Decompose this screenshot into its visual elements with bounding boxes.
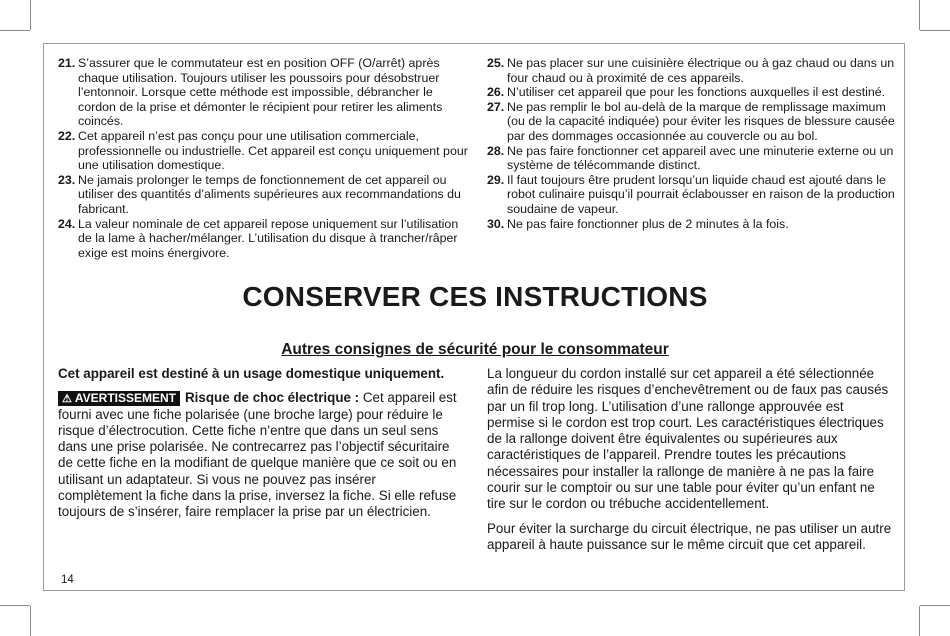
section-subtitle: Autres consignes de sécurité pour le consommateur xyxy=(281,341,669,358)
domestic-use-section xyxy=(58,366,463,521)
item-number: 27. xyxy=(487,99,505,114)
list-item xyxy=(58,129,468,173)
crop-mark xyxy=(0,605,30,606)
item-number: 28. xyxy=(487,143,505,158)
crop-mark xyxy=(30,606,31,636)
item-text: La valeur nominale de cet appareil repose uniquement sur l’utilisation de la lame à hacher/mélanger. L’utilisation du disque à trancher/râper exige est moins énergivore. xyxy=(78,216,459,260)
item-text: N’utiliser cet appareil que pour les fonctions auxquelles il est destiné. xyxy=(507,85,886,100)
warning-badge xyxy=(58,391,180,406)
item-number: 24. xyxy=(58,216,76,231)
item-number: 30. xyxy=(487,216,505,231)
warning-title: Risque de choc électrique : xyxy=(185,390,360,406)
cord-paragraph: La longueur du cordon installé sur cet appareil a été sélectionnée afin de réduire les risques d’enchevêtrement ou de faux pas causés par un fil trop long. L’utilisation d’une rallonge approuvée est permise si le cordon est trop court. Les caractéristiques électriques de la rallonge doivent être équivalentes ou supérieures aux caractéristiques de l’appareil. Prendre toutes les précautions nécessaires pour installer la rallonge de manière à ne pas la faire courir sur le comptoir ou sur une table pour éviter qu’un enfant ne tire sur le cordon ou trébuche accidentellement. xyxy=(487,366,889,512)
cord-section xyxy=(487,366,894,553)
page-title: CONSERVER CES INSTRUCTIONS xyxy=(242,281,708,312)
crop-mark xyxy=(920,605,950,606)
item-number: 23. xyxy=(58,172,76,187)
warning-text: Cet appareil est fourni avec une fiche polarisée (une broche large) pour réduire le risque d’électrocution. Cette fiche n’entre que dans un seul sens dans une prise polarisée. Ne contrecarrez pas l’objectif sécuritaire de cette fiche en la modifiant de quelque manière que ce soit ou en utilisant un adaptateur. Si vous ne pouvez pas insérer complètement la fiche dans la prise, inversez la fiche. Si elle refuse toujours de s’insérer, faire remplacer la prise par un électricien. xyxy=(58,390,457,520)
warning-triangle-icon: ⚠ xyxy=(62,393,72,406)
item-text: S’assurer que le commutateur est en position OFF (O/arrêt) après chaque utilisation. Toujours utiliser les poussoirs pour désobstruer l’entonnoir. Lorsque cette méthode est impossible, débrancher le cordon de la prise et démonter le récipient pour retirer les aliments coincés. xyxy=(78,56,443,129)
item-text: Ne pas faire fonctionner plus de 2 minutes à la fois. xyxy=(507,216,789,231)
item-text: Il faut toujours être prudent lorsqu’un liquide chaud est ajouté dans le robot culinaire puisqu’il pourrait éclabousser en raison de la production soudaine de vapeur. xyxy=(507,172,895,216)
list-item xyxy=(487,100,897,144)
item-text: Cet appareil n’est pas conçu pour une utilisation commerciale, professionnelle ou industrielle. Cet appareil est conçu uniquement pour une utilisation domestique. xyxy=(78,128,468,173)
list-item xyxy=(487,56,897,85)
warning-paragraph xyxy=(58,390,463,520)
instruction-list-left xyxy=(58,56,468,260)
item-text: Ne pas remplir le bol au-delà de la marque de remplissage maximum (ou de la capacité indiquée) pour éviter les risques de blessure causée par des dommages occasionnée au couvercle ou au bol. xyxy=(507,99,895,143)
instruction-list-right xyxy=(487,56,897,231)
crop-mark xyxy=(919,606,920,636)
list-item xyxy=(58,217,468,261)
item-number: 22. xyxy=(58,128,76,143)
item-number: 21. xyxy=(58,56,76,70)
list-item xyxy=(487,217,897,232)
list-item xyxy=(58,173,468,217)
list-item xyxy=(58,56,468,129)
item-number: 29. xyxy=(487,172,505,187)
list-item xyxy=(487,85,897,100)
crop-mark xyxy=(30,0,31,30)
page-number: 14 xyxy=(61,574,74,586)
crop-mark xyxy=(0,30,30,31)
crop-mark xyxy=(920,30,950,31)
item-text: Ne pas placer sur une cuisinière électrique ou à gaz chaud ou dans un four chaud ou à proximité de ces appareils. xyxy=(507,56,895,85)
list-item xyxy=(487,173,897,217)
warning-label: AVERTISSEMENT xyxy=(74,391,176,406)
item-text: Ne jamais prolonger le temps de fonctionnement de cet appareil ou utiliser des quantités d’aliments supérieures aux recommandations du fabricant. xyxy=(78,172,461,216)
section-heading: Cet appareil est destiné à un usage domestique uniquement. xyxy=(58,366,445,381)
circuit-paragraph: Pour éviter la surcharge du circuit électrique, ne pas utiliser un autre appareil à haute puissance sur le même circuit que cet appareil. xyxy=(487,520,892,552)
item-number: 25. xyxy=(487,56,505,70)
item-number: 26. xyxy=(487,85,505,100)
crop-mark xyxy=(919,0,920,30)
item-text: Ne pas faire fonctionner cet appareil avec une minuterie externe ou un système de télécommande distinct. xyxy=(507,143,894,173)
list-item xyxy=(487,144,897,173)
